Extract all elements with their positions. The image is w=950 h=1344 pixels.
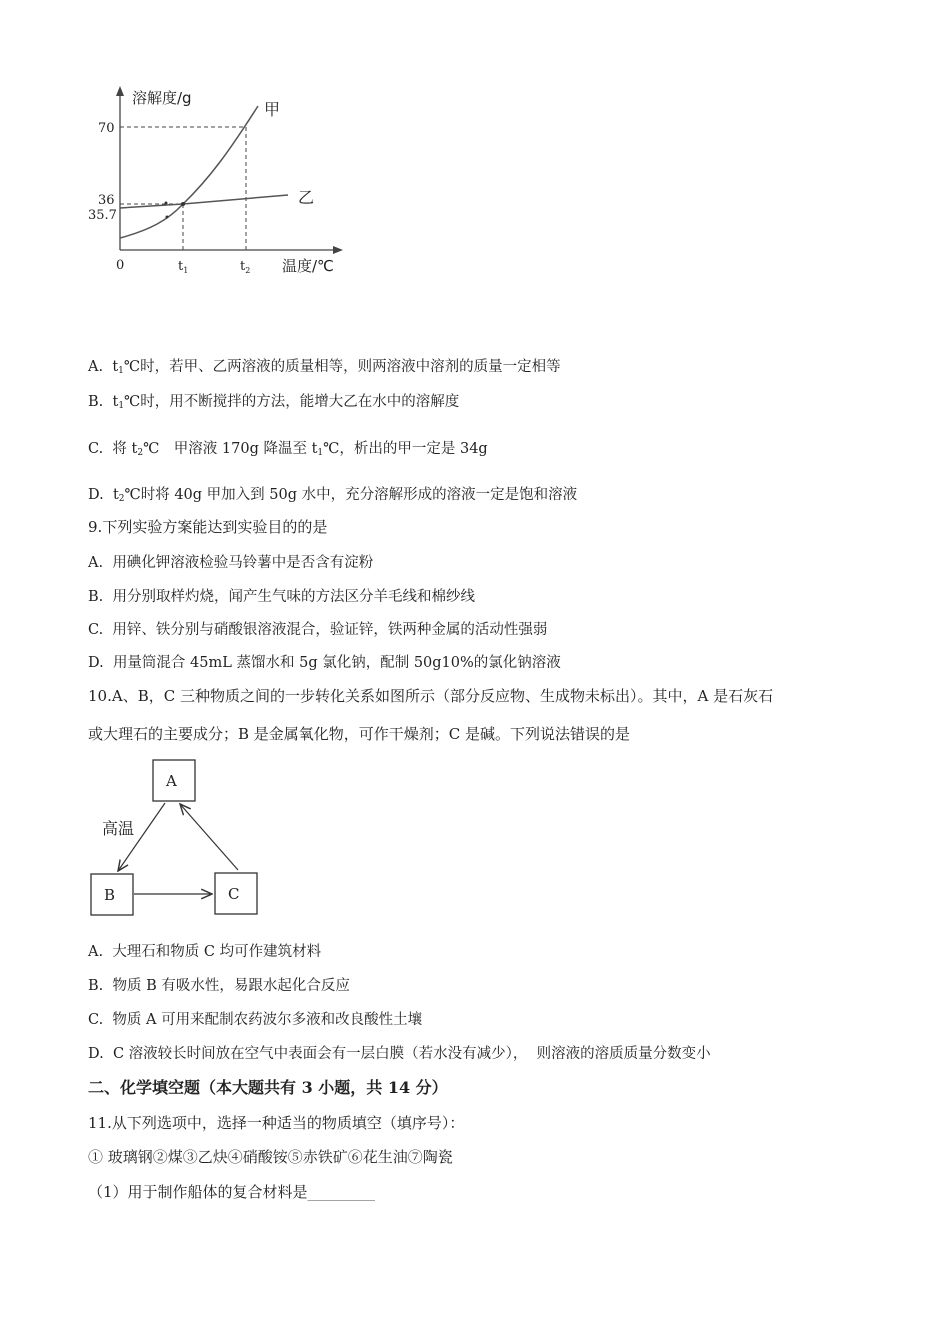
option-letter: D. xyxy=(88,1046,104,1062)
question-number: 9. xyxy=(88,518,103,536)
series-label-yi: 乙 xyxy=(298,188,315,207)
q11-choices: ① 玻璃钢②煤③乙炔④硝酸铵⑤赤铁矿⑥花生油⑦陶瓷 xyxy=(88,1148,453,1166)
option-letter: C. xyxy=(88,622,104,638)
q10-option-c xyxy=(88,1008,422,1029)
question-number: 10. xyxy=(88,687,112,705)
question-stem: 或大理石的主要成分；B 是金属氧化物，可作干燥剂；C 是碱。下列说法错误的是 xyxy=(88,725,631,743)
y-axis-label: 溶解度/g xyxy=(132,89,192,107)
option-text: t xyxy=(112,487,119,503)
sub-question-text: （1）用于制作船体的复合材料是 xyxy=(88,1183,308,1201)
option-text: 用量筒混合 45mL 蒸馏水和 5g 氯化钠，配制 50g10%的氯化钠溶液 xyxy=(112,655,561,671)
node-c-label: C xyxy=(228,885,240,903)
q10-option-d xyxy=(88,1042,711,1063)
option-text: ℃时，用不断搅拌的方法，能增大乙在水中的溶解度 xyxy=(124,394,460,410)
question-stem: 下列实验方案能达到实验目的的是 xyxy=(102,518,328,536)
q11-stem xyxy=(88,1112,464,1133)
option-letter: B. xyxy=(88,394,104,410)
conversion-diagram xyxy=(0,0,300,930)
option-text: 将 t xyxy=(112,441,138,457)
option-text: 物质 B 有吸水性，易跟水起化合反应 xyxy=(112,978,350,994)
option-text: 用碘化钾溶液检验马铃薯中是否含有淀粉 xyxy=(112,555,374,571)
origin-label: 0 xyxy=(116,258,125,273)
option-text: 用分别取样灼烧，闻产生气味的方法区分羊毛线和棉纱线 xyxy=(112,589,475,605)
option-text: 用锌、铁分别与硝酸银溶液混合，验证锌，铁两种金属的活动性强弱 xyxy=(112,622,548,638)
option-text: ℃时将 40g 甲加入到 50g 水中，充分溶解形成的溶液一定是饱和溶液 xyxy=(124,487,578,503)
option-letter: A. xyxy=(88,555,104,571)
subscript: 1 xyxy=(118,366,124,376)
y-tick-label-36: 36 xyxy=(98,193,115,208)
option-letter: A. xyxy=(88,944,104,960)
subscript: 2 xyxy=(137,448,144,458)
option-letter: A. xyxy=(88,359,104,375)
q11-sub1 xyxy=(88,1181,375,1202)
option-text: ℃时，若甲、乙两溶液的质量相等，则两溶液中溶剂的质量一定相等 xyxy=(123,359,561,375)
series-label-jia: 甲 xyxy=(264,100,281,119)
subscript: 2 xyxy=(118,494,125,504)
option-letter: C. xyxy=(88,441,104,457)
node-a-label: A xyxy=(166,772,177,790)
subscript: 1 xyxy=(118,401,125,411)
y-tick-label-35-7: 35.7 xyxy=(88,208,117,223)
x-axis-arrow xyxy=(333,246,343,254)
node-b-label: B xyxy=(104,886,116,904)
option-text: C 溶液较长时间放在空气中表面会有一层白膜（若水没有减少）， 则溶液的溶质质量分数变小 xyxy=(112,1046,711,1062)
subscript: 1 xyxy=(317,448,324,458)
option-letter: D. xyxy=(88,487,104,503)
q10-option-a xyxy=(88,940,321,961)
option-text: 物质 A 可用来配制农药波尔多液和改良酸性土壤 xyxy=(112,1012,423,1028)
question-number: 11. xyxy=(88,1114,112,1132)
section-title: 二、化学填空题（本大题共有 3 小题，共 14 分） xyxy=(88,1078,448,1097)
option-letter: C. xyxy=(88,1012,104,1028)
question-stem: 从下列选项中，选择一种适当的物质填空（填序号）： xyxy=(111,1114,465,1132)
option-text: t xyxy=(112,394,119,410)
option-text: ℃，析出的甲一定是 34g xyxy=(323,441,488,457)
option-letter: B. xyxy=(88,978,104,994)
arrow-c-to-a xyxy=(180,804,238,870)
option-letter: D. xyxy=(88,655,104,671)
option-text: t xyxy=(112,359,119,375)
q10-option-b xyxy=(88,974,350,995)
x-axis-label: 温度/℃ xyxy=(282,257,334,275)
edge-label-high-temp: 高温 xyxy=(102,819,135,838)
answer-blank[interactable]: _________ xyxy=(307,1183,376,1201)
option-letter: B. xyxy=(88,589,104,605)
y-tick-label-70: 70 xyxy=(98,121,115,136)
x-tick-label-t1: $t_1$ xyxy=(178,259,189,275)
option-text: 大理石和物质 C 均可作建筑材料 xyxy=(112,944,322,960)
x-tick-label-t2: $t_2$ xyxy=(240,259,251,275)
option-text: ℃ 甲溶液 170g 降温至 t xyxy=(143,441,318,457)
question-stem: A、B，C 三种物质之间的一步转化关系如图所示（部分反应物、生成物未标出）。其中，A 是石灰石 xyxy=(111,687,774,705)
